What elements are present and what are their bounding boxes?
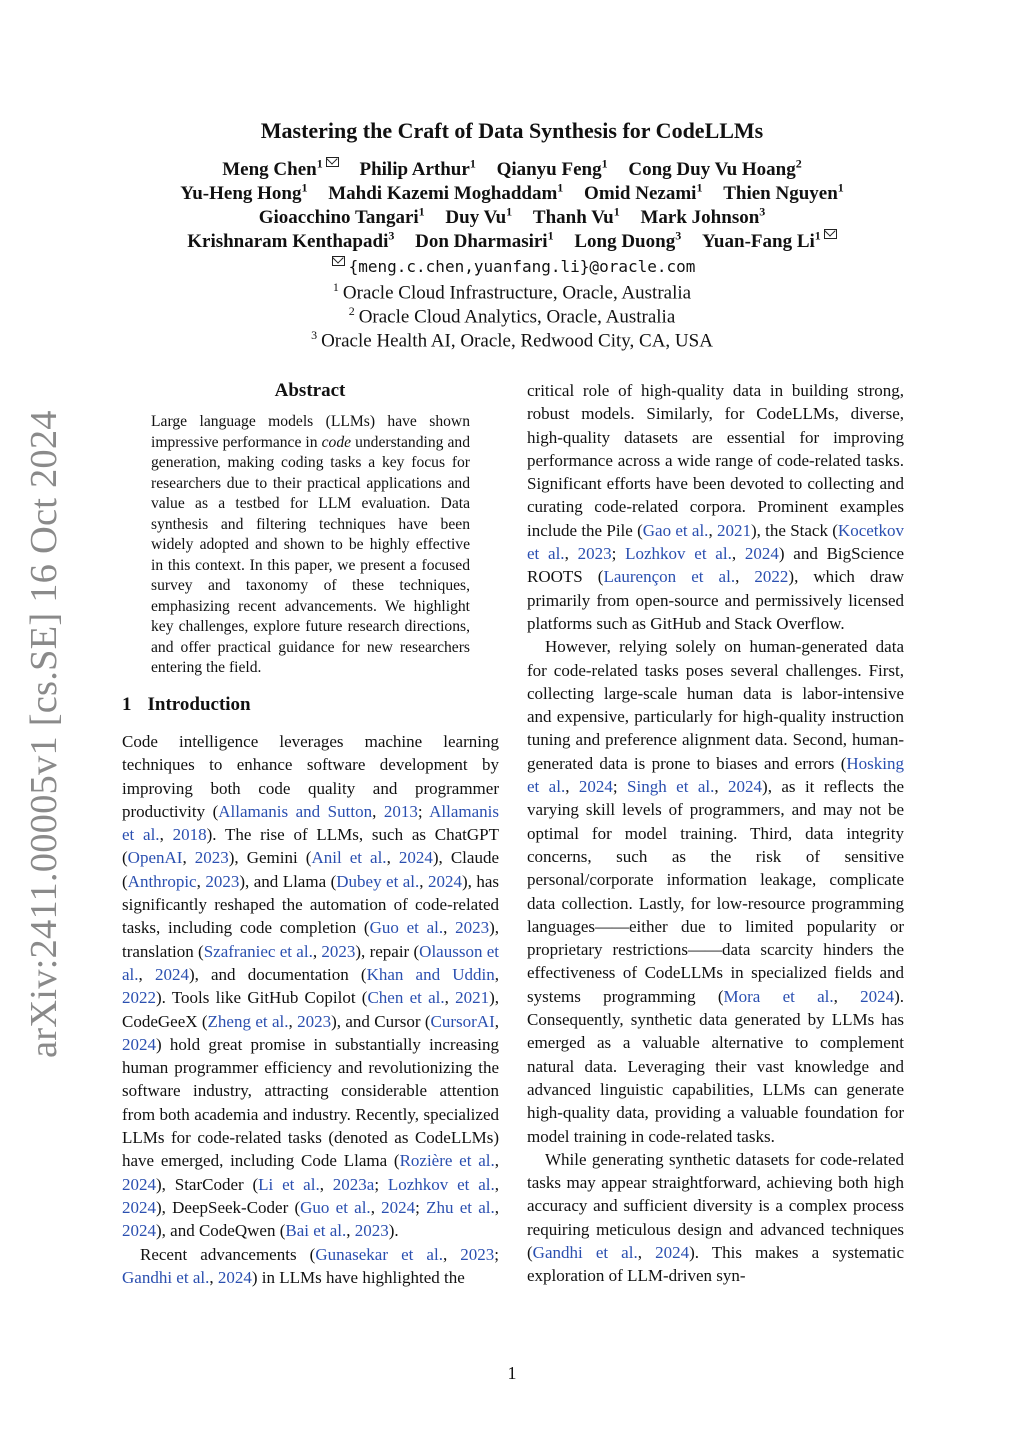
text-run: , xyxy=(731,544,745,564)
text-run: ; xyxy=(611,544,626,564)
text-run: , xyxy=(419,871,428,891)
text-run: While generating synthetic datasets for code-related tasks may appear straightforward, achieving both high accuracy and sufficient diversity is a complex process requiring meticulous design and advanced techniques ( xyxy=(527,1149,904,1262)
text-run: ). xyxy=(388,1221,399,1241)
citation-link[interactable]: Anil et al. xyxy=(311,848,387,868)
text-run: ; xyxy=(612,777,628,797)
text-run: ), and Llama ( xyxy=(239,871,337,891)
citation-link[interactable]: Gandhi et al. xyxy=(532,1242,638,1262)
citation-link[interactable]: 2023 xyxy=(354,1221,389,1241)
citation-link[interactable]: 2024 xyxy=(398,848,433,868)
paragraph xyxy=(527,1148,904,1288)
citation-link[interactable]: Kocetkov et al. xyxy=(527,520,905,564)
citation-link[interactable]: 2024 xyxy=(122,1034,156,1054)
text-run: , xyxy=(196,871,206,891)
mail-icon xyxy=(332,256,345,266)
author: Philip Arthur$^1$ xyxy=(359,157,476,181)
abstract-heading: Abstract xyxy=(274,380,346,401)
citation-link[interactable]: 2021 xyxy=(455,988,490,1008)
affiliation-2: $^2$ Oracle Cloud Analytics, Oracle, Australia xyxy=(348,304,676,328)
text-run: ), the Stack ( xyxy=(750,520,838,540)
text-run: , xyxy=(370,1197,382,1217)
citation-link[interactable]: Chen et al. xyxy=(367,988,445,1008)
text-run: , xyxy=(494,1011,499,1031)
citation-link[interactable]: 2023 xyxy=(205,871,240,891)
text-run: , xyxy=(735,567,755,587)
text-run: , xyxy=(159,825,173,845)
citation-link[interactable]: Guo et al. xyxy=(369,918,444,938)
text-run: , xyxy=(494,964,499,984)
citation-link[interactable]: 2024 xyxy=(122,1197,156,1217)
text-run: ), DeepSeek-Coder ( xyxy=(156,1197,301,1217)
paragraph xyxy=(122,730,499,1243)
citation-link[interactable]: Dubey et al. xyxy=(336,871,420,891)
text-run: ), as it reflects the varying skill levels of programmers, and may not be optimal for model training. Third, data integrity concerns, such as the risk of sensitive personal/corporate information leakage, complicate data collection. Lastly, for low-resource programming languages——either due to limited popularity or proprietary restrictions——data scarcity hinders the effectiveness of CodeLLMs in specialized fields and systems programming ( xyxy=(527,777,905,1006)
paragraph xyxy=(527,635,904,1148)
citation-link[interactable]: 2024 xyxy=(122,1221,156,1241)
author: Qianyu Feng$^1$ xyxy=(496,157,608,181)
citation-link[interactable]: Olausson et al. xyxy=(122,941,500,984)
citation-link[interactable]: 2023 xyxy=(455,918,490,938)
citation-link[interactable]: 2013 xyxy=(383,801,418,821)
citation-link[interactable]: Singh et al. xyxy=(627,777,715,797)
citation-link[interactable]: OpenAI xyxy=(127,848,183,868)
citation-link[interactable]: 2023 xyxy=(460,1244,495,1264)
text-run: Recent advancements ( xyxy=(140,1244,316,1264)
text-run: critical role of high-quality data in building strong, robust models. Similarly, for CodeLLMs, diverse, high-quality datasets are essential for improving performance across a wide range of code-related tasks. Significant efforts have been devoted to collecting and curating code-related corpora. Prominent examples include the Pile ( xyxy=(527,381,904,540)
text-run: ; xyxy=(374,1174,388,1194)
author: Long Duong$^3$ xyxy=(574,229,682,253)
author: Mahdi Kazemi Moghaddam$^1$ xyxy=(328,181,564,205)
citation-link[interactable]: Gunasekar et al. xyxy=(315,1244,443,1264)
citation-link[interactable]: 2024 xyxy=(428,871,462,891)
citation-link[interactable]: 2024 xyxy=(381,1197,416,1217)
email-line xyxy=(0,257,1024,276)
text-run: ), CodeGeeX ( xyxy=(122,988,500,1031)
text-run: ), which draw primarily from open-source and permissively licensed platforms such as GitHub and Stack Overflow. xyxy=(527,567,904,633)
page-number: 1 xyxy=(507,1363,517,1383)
intro-left-column xyxy=(122,730,499,1289)
author: Don Dharmasiri$^1$ xyxy=(415,229,554,253)
citation-link[interactable]: 2024 xyxy=(744,544,779,564)
citation-link[interactable]: Zheng et al. xyxy=(207,1011,289,1031)
intro-right-column xyxy=(527,379,904,1288)
text-run: , xyxy=(708,520,717,540)
text-run: ), has significantly reshaped the automation of code-related tasks, including code completion ( xyxy=(122,871,500,938)
author-line-1 xyxy=(0,157,1024,181)
author: Gioacchino Tangari$^1$ xyxy=(258,205,425,229)
citation-link[interactable]: Lozhkov et al. xyxy=(625,544,732,564)
author: Cong Duy Vu Hoang$^2$ xyxy=(628,157,802,181)
text-run: ) hold great promise in substantially increasing human programmer efficiency and revolutionizing the software industry, attracting considerable attention from both academia and industry. Recently, specialized LLMs for code-related tasks (denoted as CodeLLMs) have emerged, including Code Llama ( xyxy=(122,1034,499,1171)
text-run: ) in LLMs have highlighted the xyxy=(251,1267,465,1287)
author: Duy Vu$^1$ xyxy=(445,205,513,229)
citation-link[interactable]: 2023 xyxy=(297,1011,332,1031)
text-run: , xyxy=(386,848,399,868)
author: Mark Johnson$^3$ xyxy=(640,205,766,229)
paragraph xyxy=(122,1243,499,1290)
text-run: , xyxy=(444,988,456,1008)
citation-link[interactable]: Laurençon et al. xyxy=(603,567,736,587)
text-run: , xyxy=(319,1174,333,1194)
mail-icon xyxy=(326,157,339,167)
citation-link[interactable]: 2024 xyxy=(578,777,613,797)
citation-link[interactable]: Anthropic xyxy=(127,871,197,891)
citation-link[interactable]: 2024 xyxy=(217,1267,252,1287)
citation-link[interactable]: 2024 xyxy=(860,986,895,1006)
text-run: However, relying solely on human-generated data for code-related tasks poses several challenges. First, collecting large-scale human data is labor-intensive and expensive, particularly for high-quality instruction tuning and preference alignment data. Second, human-generated data is prone to biases and errors ( xyxy=(527,637,904,773)
citation-link[interactable]: 2018 xyxy=(172,825,207,845)
text-run: , xyxy=(443,918,456,938)
author: Meng Chen$^1$ xyxy=(222,159,338,180)
author: Thien Nguyen$^1$ xyxy=(723,181,844,205)
citation-link[interactable]: Li et al. xyxy=(258,1174,320,1194)
text-run: , xyxy=(833,986,861,1006)
citation-link[interactable]: Bai et al. xyxy=(285,1221,347,1241)
citation-link[interactable]: 2023 xyxy=(194,848,229,868)
citation-link[interactable]: Zhu et al. xyxy=(426,1197,495,1217)
text-run: ), Claude ( xyxy=(122,848,499,891)
text-run: ), and Cursor ( xyxy=(331,1011,431,1031)
text-run: , xyxy=(346,1221,355,1241)
citation-link[interactable]: 2024 xyxy=(655,1242,690,1262)
text-run: ), Gemini ( xyxy=(228,848,312,868)
affiliation-1: $^1$ Oracle Cloud Infrastructure, Oracle, Australia xyxy=(332,280,692,304)
text-run: ). Consequently, synthetic data generated by LLMs has emerged as a valuable alternative to complement natural data. Leveraging their vast knowledge and advanced linguistic capabilities, LLMs can generate high-quality data, providing a valuable foundation for model training in code-related tasks. xyxy=(527,986,904,1146)
text-run: , xyxy=(288,1011,298,1031)
text-run: ; xyxy=(415,1197,427,1217)
text-run: , xyxy=(138,964,155,984)
mail-icon xyxy=(824,229,837,239)
text-run: , xyxy=(714,777,729,797)
author: Yuan-Fang Li$^1$ xyxy=(702,231,837,252)
citation-link[interactable]: Allamanis and Sutton xyxy=(218,801,373,821)
text-run: , xyxy=(442,1244,461,1264)
citation-link[interactable]: 2024 xyxy=(122,1174,156,1194)
citation-link[interactable]: 2022 xyxy=(122,988,156,1008)
text-run: ), StarCoder ( xyxy=(156,1174,259,1194)
text-run: ), translation ( xyxy=(122,918,500,961)
citation-link[interactable]: 2024 xyxy=(728,777,763,797)
text-run: ). Tools like GitHub Copilot ( xyxy=(156,988,368,1008)
citation-link[interactable]: Hosking et al. xyxy=(527,753,904,797)
citation-link[interactable]: Mora et al. xyxy=(723,986,834,1006)
author: Krishnaram Kenthapadi$^3$ xyxy=(187,229,395,253)
text-run: , xyxy=(494,1151,499,1171)
citation-link[interactable]: 2021 xyxy=(716,520,751,540)
arxiv-stamp: arXiv:2411.00005v1 [cs.SE] 16 Oct 2024 xyxy=(23,410,65,1058)
text-run: , xyxy=(494,1174,499,1194)
text-run: ). The rise of LLMs, such as ChatGPT ( xyxy=(122,825,500,868)
citation-link[interactable]: Allamanis et al. xyxy=(122,801,499,845)
citation-link[interactable]: CursorAI xyxy=(430,1011,495,1031)
text-run: ; xyxy=(417,801,430,821)
email-address: {meng.c.chen,yuanfang.li}@oracle.com xyxy=(348,257,696,276)
text-run: , xyxy=(494,1197,499,1217)
author-line-2 xyxy=(0,181,1024,205)
citation-link[interactable]: Gao et al. xyxy=(642,520,709,540)
paragraph xyxy=(527,379,904,635)
abstract-body: Large language models (LLMs) have shown impressive performance in code understanding and generation, making coding tasks a key focus for researchers due to their practical applications and value as a testbed for LLM evaluation. Data synthesis and filtering techniques have been widely adopted and shown to be highly effective in this context. In this paper, we present a focused survey and taxonomy of these techniques, emphasizing recent advancements. We highlight key challenges, explore future research directions, and offer practical guidance for new researchers entering the field. xyxy=(151,413,470,676)
text-run: , xyxy=(182,848,195,868)
text-run: Code intelligence leverages machine learning techniques to enhance software development by improving both code quality and programmer productivity ( xyxy=(122,732,499,821)
text-run: , xyxy=(372,801,384,821)
citation-link[interactable]: 2022 xyxy=(754,567,789,587)
citation-link[interactable]: 2023a xyxy=(332,1174,375,1194)
text-run: , xyxy=(312,941,322,961)
text-run: ; xyxy=(494,1244,500,1264)
text-run: , xyxy=(637,1242,656,1262)
text-run: ), and documentation ( xyxy=(188,964,367,984)
text-run: ), repair ( xyxy=(355,941,420,961)
text-run: , xyxy=(564,544,578,564)
text-run: , xyxy=(209,1267,218,1287)
citation-link[interactable]: Gandhi et al. xyxy=(122,1267,210,1287)
author-line-3 xyxy=(0,205,1024,229)
citation-link[interactable]: 2023 xyxy=(577,544,612,564)
text-run: ) and BigScience ROOTS ( xyxy=(527,544,904,587)
text-run: , xyxy=(565,777,579,797)
citation-link[interactable]: 2024 xyxy=(154,964,189,984)
text-run: ). This makes a systematic exploration of LLM-driven syn- xyxy=(527,1242,905,1286)
author-line-4 xyxy=(0,229,1024,253)
citation-link[interactable]: Guo et al. xyxy=(300,1197,371,1217)
citation-link[interactable]: Szafraniec et al. xyxy=(203,941,313,961)
author: Omid Nezami$^1$ xyxy=(584,181,703,205)
citation-link[interactable]: Khan and Uddin xyxy=(366,964,495,984)
affiliation-3: $^3$ Oracle Health AI, Oracle, Redwood City, CA, USA xyxy=(311,328,713,352)
text-run: ), and CodeQwen ( xyxy=(156,1221,286,1241)
citation-link[interactable]: Lozhkov et al. xyxy=(387,1174,495,1194)
citation-link[interactable]: Rozière et al. xyxy=(399,1151,495,1171)
citation-link[interactable]: 2023 xyxy=(321,941,356,961)
author: Thanh Vu$^1$ xyxy=(532,205,620,229)
author: Yu-Heng Hong$^1$ xyxy=(180,181,308,205)
section-heading-introduction: 1 Introduction xyxy=(122,694,251,715)
paper-title: Mastering the Craft of Data Synthesis for CodeLLMs xyxy=(260,118,764,143)
